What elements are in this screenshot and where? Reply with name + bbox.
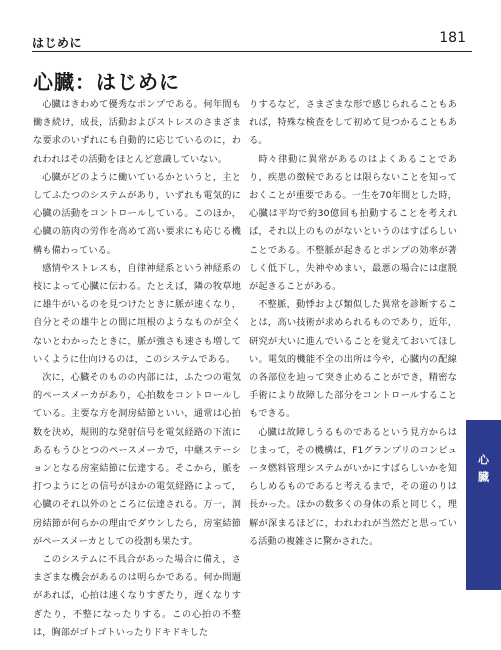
paragraph: 心臓はきわめて優秀なポンプである。何年間も働き続け，成長，活動およびストレスのさまざまな要求のいずれにも自動的に応じているのに，われわれはその活動をほとんど意識していない。 <box>33 99 241 165</box>
page-number: 181 <box>439 30 466 46</box>
running-header <box>32 30 472 52</box>
paragraph: りするなど，さまざまな形で感じられることもあれば，特殊な検査をして初めて見つかることもある。 <box>249 99 457 147</box>
paragraph: 不整脈，動悸および類似した異常を診断することは，高い技術が求められるものであり，近年，研究が大いに進んでいることを覚えておいてほしい。電気的機能不全の出所は今や，心臓内の配線の各部位を辿って突き止めることができ，精密な手術により故障した部分をコントロールすることもできる。 <box>249 299 457 420</box>
paragraph: 感情やストレスも，自律神経系という神経系の枝によって心臓に伝わる。たとえば，隣の牧草地に雄牛がいるのを見つけたときに脈が速くなり，自分とその雄牛との間に垣根のようなものが全くないとわかったときに，脈が強さも速さも増していくように仕向けるのは，このシステムである。 <box>33 262 241 365</box>
header-rule <box>32 51 472 52</box>
paragraph: 心臓がどのように働いているかというと，主としてふたつのシステムがあり，いずれも電気的に心臓の活動をコントロールしている。このほか，心臓の筋肉の労作を高めて高い要求にも応じる機構も備わっている。 <box>33 171 241 256</box>
paragraph: 次に，心臓そのものの内部には，ふたつの電気的ペースメーカがあり，心拍数をコントロールしている。主要な方を洞房結節といい，通常は心拍数を決め，規則的な発射信号を電気経路の下流にあるもうひとつのペースメーカで，中継ステーションとなる房室結節に伝達する。そこから，脈を打つようにとの信号がほかの電気経路によって，心臓のそれ以外のところに伝達される。万一，洞房結節が何らかの理由でダウンしたら，房室結節がペースメーカとしての役割も果たす。 <box>33 372 241 547</box>
section-title: はじめに <box>32 36 83 50</box>
paragraph: 時々律動に異常があるのはよくあることであり，疾患の徴候であるとは限らないことを知っておくことが重要である。一生を70年間とした時，心臓は平均で約30億回も拍動することを考えれば，それ以上のものがないというのはすばらしいことである。不整脈が起きるとポンプの効率が著しく低下し，失神やめまい，最悪の場合には虚脱が起きることがある。 <box>249 153 457 293</box>
paragraph: 心臓は故障しうるものであるという見方からはじまって，その機構は，F1グランプリのコンピュータ燃料管理システムがいかにすばらしいかを知らしめるものであると考えるまで，その道のりは長かった。ほかの数多くの身体の系と同じく，理解が深まるほどに，われわれが当然だと思っている活動の複雑さに驚かされた。 <box>249 426 457 547</box>
left-column <box>33 96 241 642</box>
side-tab-label: 心臓 <box>476 454 490 488</box>
right-column <box>249 96 457 551</box>
paragraph: このシステムに不具合があった場合に備え，さまざまな機会があるのは明らかである。何か問題があれば，心拍は速くなりすぎたり，遅くなりすぎたり，不整になったりする。この心拍の不整は，胸部がゴトゴトいったりドキドキした <box>33 554 241 638</box>
chapter-side-tab[interactable] <box>466 420 501 590</box>
chapter-title: 心臓：はじめに <box>33 70 180 94</box>
